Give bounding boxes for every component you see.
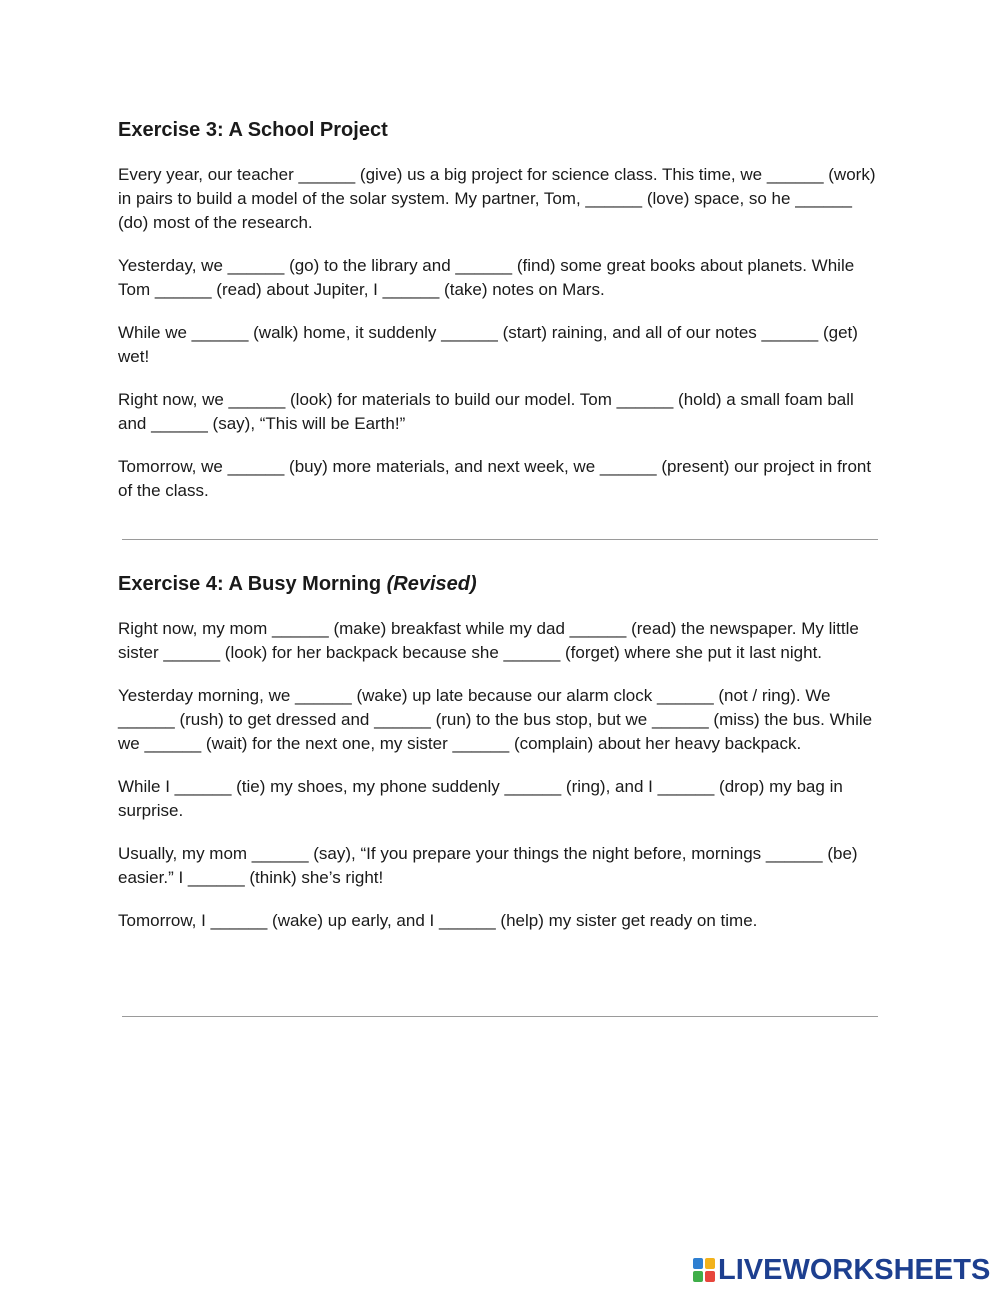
exercise-3-paragraph: Tomorrow, we ______ (buy) more materials, and next week, we ______ (present) our project in front of the class. [118,457,872,500]
section-divider [122,539,878,540]
section-divider [122,1016,878,1017]
exercise-4-paragraph: Yesterday morning, we ______ (wake) up late because our alarm clock ______ (not / ring). We ______ (rush) to get dressed and ______ (run) to the bus stop, but we ______ (miss) the bus. While we ______ (wait) for the next one, my sister ______ (complain) about her heavy backpack. [118,686,873,753]
exercise-3-paragraph: Every year, our teacher ______ (give) us a big project for science class. This time, we ______ (work) in pairs to build a model of the solar system. My partner, Tom, ______ (love) space, so he ______ (do) most of the research. [118,165,876,232]
logo-block [705,1258,715,1269]
exercise-4-title-text: Exercise 4: A Busy Morning [118,573,382,595]
logo-block [693,1258,703,1269]
logo-block [705,1271,715,1282]
liveworksheets-logo [693,1255,990,1285]
exercise-3 [118,117,880,522]
exercise-3-paragraph: Right now, we ______ (look) for materials to build our model. Tom ______ (hold) a small foam ball and ______ (say), “This will be Earth!” [118,390,854,433]
logo-wordmark: LIVEWORKSHEETS [718,1254,991,1286]
exercise-3-title: Exercise 3: A School Project [118,119,388,141]
exercise-4-paragraph: Usually, my mom ______ (say), “If you prepare your things the night before, mornings ______ (be) easier.” I ______ (think) she’s right! [118,844,858,887]
exercise-4-paragraph: Tomorrow, I ______ (wake) up early, and I ______ (help) my sister get ready on time. [118,911,758,930]
exercise-4-title [118,571,880,597]
exercise-3-paragraph: Yesterday, we ______ (go) to the library and ______ (find) some great books about planets. While Tom ______ (read) about Jupiter, I ______ (take) notes on Mars. [118,256,855,299]
exercise-4-paragraph: Right now, my mom ______ (make) breakfast while my dad ______ (read) the newspaper. My little sister ______ (look) for her backpack because she ______ (forget) where she put it last night. [118,619,859,662]
liveworksheets-logo-icon [693,1258,715,1282]
exercise-4-title-suffix: (Revised) [386,573,477,595]
exercise-3-paragraph: While we ______ (walk) home, it suddenly ______ (start) raining, and all of our notes ______ (get) wet! [118,323,858,366]
exercise-4 [118,571,880,952]
exercise-4-paragraph: While I ______ (tie) my shoes, my phone suddenly ______ (ring), and I ______ (drop) my bag in surprise. [118,777,843,820]
logo-block [693,1271,703,1282]
